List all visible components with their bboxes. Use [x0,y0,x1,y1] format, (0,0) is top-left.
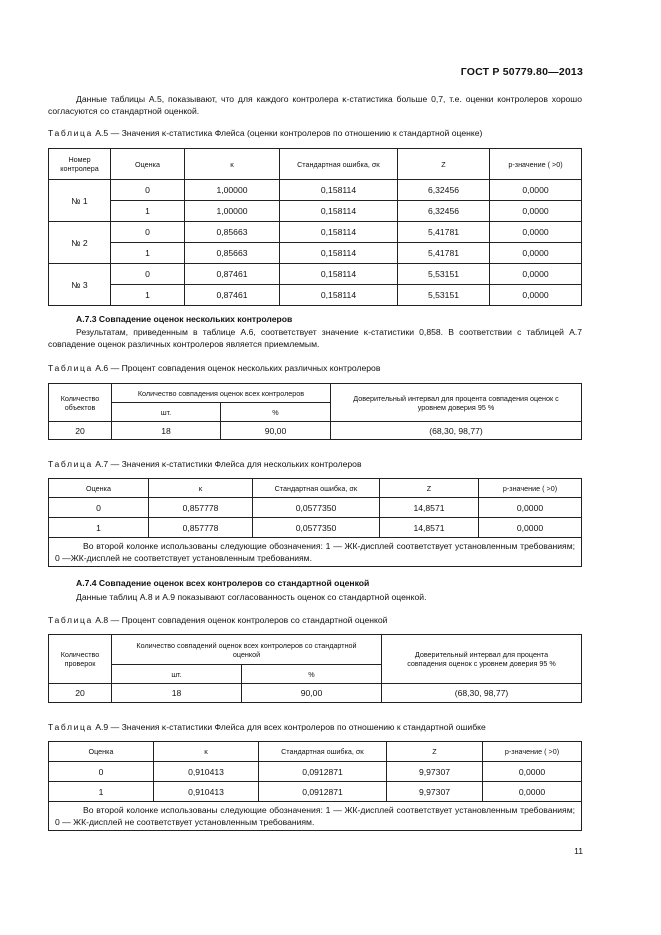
caption-prefix: Таблица [48,615,93,625]
table-header-row [49,635,582,665]
table-note: Во второй колонке использованы следующие обозначения: 1 — ЖК-дисплей соответствует установленным требованиям; 0 —ЖК-дисплей не соответствует установленным требованиям. [49,538,582,567]
header-cell: κ [154,742,259,762]
table-cell: 0,0000 [479,518,582,538]
table-row [49,684,582,703]
table-cell: 0,158114 [280,285,398,306]
table-cell: 9,97307 [387,782,483,802]
note-row [49,802,582,831]
header-cell: p-значение ( >0) [490,149,582,180]
table-cell: 5,53151 [398,264,490,285]
header-cell: % [242,665,382,684]
table-cell: 1 [49,782,154,802]
header-cell: Стандартная ошибка, σκ [259,742,387,762]
header-cell: Z [398,149,490,180]
table-row [49,243,582,264]
table-a8 [48,634,582,703]
table-a6-caption [48,363,380,373]
table-cell: 1 [111,201,185,222]
table-cell: 0,87461 [185,285,280,306]
table-cell: 18 [112,422,221,440]
caption-text: А.7 — Значения κ-статистики Флейса для нескольких контролеров [95,459,362,469]
header-cell: Количество объектов [49,384,112,422]
table-cell: 1 [49,518,149,538]
section-a74-title: А.7.4 Совпадение оценок всех контролеров со стандартной оценкой [76,578,370,588]
table-cell: 0,0000 [483,762,582,782]
header-cell: Z [380,479,479,498]
caption-text: А.6 — Процент совпадения оценок нескольких различных контролеров [95,363,381,373]
table-header-row [49,384,582,403]
header-cell: Оценка [111,149,185,180]
table-cell: 0,0000 [483,782,582,802]
header-cell: p-значение ( >0) [483,742,582,762]
document-code: ГОСТ Р 50779.80—2013 [460,66,583,78]
note-row [49,538,582,567]
table-a5 [48,148,582,306]
table-row [49,782,582,802]
table-header-row [49,742,582,762]
table-cell: 0,0000 [479,498,582,518]
table-cell: 0,158114 [280,201,398,222]
table-cell: 0,910413 [154,782,259,802]
table-cell: 1,00000 [185,201,280,222]
table-cell: 90,00 [221,422,331,440]
header-cell: κ [185,149,280,180]
table-cell: 9,97307 [387,762,483,782]
table-row [49,180,582,201]
table-cell: 0,158114 [280,222,398,243]
table-cell: 0,0912871 [259,782,387,802]
table-row [49,264,582,285]
header-cell: Количество совпадения оценок всех контролеров [112,384,331,403]
caption-text: А.9 — Значения κ-статистики Флейса для всех контролеров по отношению к стандартной ошибке [95,722,486,732]
table-cell: 1,00000 [185,180,280,201]
table-cell: 0,85663 [185,222,280,243]
header-cell: шт. [112,665,242,684]
group-cell: № 2 [49,222,111,264]
table-cell: 6,32456 [398,180,490,201]
table-cell: 0,0000 [490,222,582,243]
table-a8-caption [48,615,387,625]
table-cell: 0 [49,762,154,782]
table-cell: 0,857778 [149,518,253,538]
table-cell: 0 [49,498,149,518]
table-cell: 20 [49,684,112,703]
intro-paragraph: Данные таблицы А.5, показывают, что для каждого контролера κ-статистика больше 0,7, т.е. оценки контролеров хорошо согласуются со стандартной оценкой. [48,94,582,117]
table-cell: 0,857778 [149,498,253,518]
table-row [49,518,582,538]
header-cell: Количество проверок [49,635,112,684]
header-cell: p-значение ( >0) [479,479,582,498]
group-cell: № 3 [49,264,111,306]
table-row [49,422,582,440]
table-cell: (68,30, 98,77) [331,422,582,440]
table-a5-caption [48,128,482,138]
table-header-row [49,149,582,180]
header-cell: Количество совпадений оценок всех контролеров со стандартной оценкой [112,635,382,665]
table-cell: 0,910413 [154,762,259,782]
table-row [49,498,582,518]
table-a9-caption [48,722,486,732]
table-cell: 14,8571 [380,498,479,518]
header-cell: Стандартная ошибка, σκ [253,479,380,498]
header-cell: Доверительный интервал для процента совпадения оценок с уровнем доверия 95 % [331,384,582,422]
table-cell: 0,0000 [490,180,582,201]
caption-text: А.8 — Процент совпадения оценок контролеров со стандартной оценкой [95,615,388,625]
section-a73-text: Результатам, приведенным в таблице А.6, соответствует значение κ-статистики 0,858. В соответствии с таблицей А.7 совпадение оценок различных контролеров является приемлемым. [48,327,582,350]
caption-prefix: Таблица [48,459,93,469]
table-cell: 5,53151 [398,285,490,306]
table-row [49,222,582,243]
table-cell: 0,158114 [280,180,398,201]
table-cell: 0 [111,264,185,285]
page-number: 11 [574,846,583,856]
caption-prefix: Таблица [48,128,93,138]
table-cell: 0,0577350 [253,518,380,538]
table-row [49,762,582,782]
caption-text: А.5 — Значения κ-статистика Флейса (оценки контролеров по отношению к стандартной оценке) [95,128,483,138]
header-cell: Стандартная ошибка, σκ [280,149,398,180]
table-cell: 0,0000 [490,285,582,306]
table-cell: 0,0000 [490,264,582,285]
table-cell: 0,158114 [280,264,398,285]
table-cell: 5,41781 [398,243,490,264]
table-cell: 0,0000 [490,201,582,222]
table-cell: 1 [111,285,185,306]
table-row [49,285,582,306]
table-cell: 14,8571 [380,518,479,538]
table-cell: 1 [111,243,185,264]
table-note: Во второй колонке использованы следующие обозначения: 1 — ЖК-дисплей соответствует установленным требованиям; 0 — ЖК-дисплей не соответствует установленным требованиям. [49,802,582,831]
header-cell: шт. [112,403,221,422]
table-header-row [49,479,582,498]
table-a7 [48,478,582,567]
table-cell: 90,00 [242,684,382,703]
section-a74-text: Данные таблиц А.8 и А.9 показывают согласованность оценок со стандартной оценкой. [76,592,427,602]
section-a73-title: А.7.3 Совпадение оценок нескольких контролеров [76,314,293,324]
caption-prefix: Таблица [48,722,93,732]
table-cell: 6,32456 [398,201,490,222]
table-cell: 5,41781 [398,222,490,243]
header-cell: % [221,403,331,422]
table-cell: 0 [111,222,185,243]
table-a7-caption [48,459,362,469]
header-cell: κ [149,479,253,498]
table-cell: 20 [49,422,112,440]
header-cell: Доверительный интервал для процента совпадения оценок с уровнем доверия 95 % [382,635,582,684]
table-a9 [48,741,582,831]
table-a6 [48,383,582,440]
group-cell: № 1 [49,180,111,222]
header-cell: Оценка [49,479,149,498]
table-cell: 0,0577350 [253,498,380,518]
table-cell: 0,0912871 [259,762,387,782]
header-cell: Z [387,742,483,762]
table-cell: 0,158114 [280,243,398,264]
table-cell: 0,87461 [185,264,280,285]
table-cell: 0,0000 [490,243,582,264]
table-row [49,201,582,222]
table-cell: 18 [112,684,242,703]
table-cell: 0,85663 [185,243,280,264]
table-cell: 0 [111,180,185,201]
header-cell: Номер контролера [49,149,111,180]
table-cell: (68,30, 98,77) [382,684,582,703]
caption-prefix: Таблица [48,363,93,373]
header-cell: Оценка [49,742,154,762]
